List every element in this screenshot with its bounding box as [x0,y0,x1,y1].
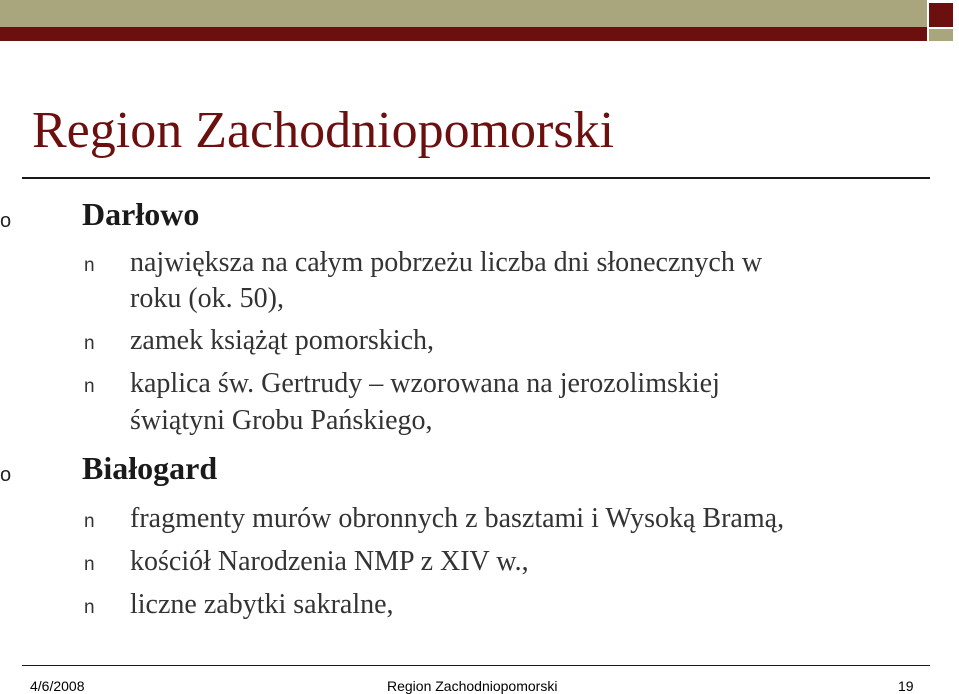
section-heading-darlowo: Darłowo [82,196,200,232]
footer-page-number: 19 [898,678,914,694]
corner-square-red [929,3,953,27]
list-item-line: fragmenty murów obronnych z basztami i Wysoką Bramą, [130,503,785,534]
footer-date: 4/6/2008 [30,678,85,694]
top-band-red [0,27,927,41]
item-bullet: n [84,376,95,397]
item-bullet: n [84,255,95,276]
slide-title: Region Zachodniopomorski [32,102,615,159]
section-bullet: o [0,210,12,232]
list-item-line: roku (ok. 50), [130,283,284,314]
list-item-line: świątyni Grobu Pańskiego, [130,405,433,436]
list-item-line: kaplica św. Gertrudy – wzorowana na jerozolimskiej [130,368,720,399]
list-item-line: największa na całym pobrzeżu liczba dni słonecznych w [130,247,763,278]
footer-title: Region Zachodniopomorski [387,678,558,694]
item-bullet: n [84,511,95,532]
item-bullet: n [84,554,95,575]
list-item-line: kościół Narodzenia NMP z XIV w., [130,546,529,577]
section-heading-bialogard: Białogard [82,450,218,486]
section-bullet: o [0,464,12,486]
list-item-line: zamek książąt pomorskich, [130,325,435,356]
item-bullet: n [84,597,95,618]
top-band-olive [0,0,927,27]
item-bullet: n [84,333,95,354]
footer-divider [22,665,930,666]
list-item-line: liczne zabytki sakralne, [130,589,394,620]
corner-square-olive [929,29,953,41]
title-divider [22,177,930,179]
